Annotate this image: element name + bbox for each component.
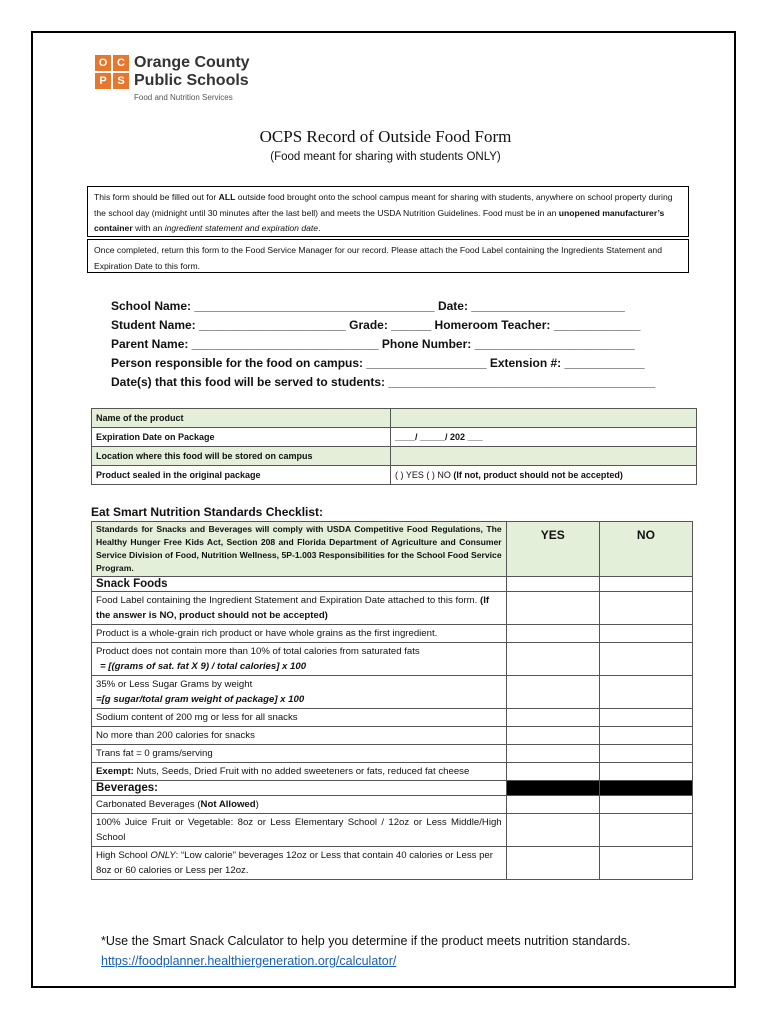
checklist-item (92, 676, 507, 709)
item-italic: ONLY (150, 850, 176, 861)
instr-italic: ingredient statement and expiration date (164, 223, 319, 233)
table-row (92, 676, 693, 709)
table-row (92, 447, 697, 466)
logo-letter: P (95, 73, 111, 89)
serve-dates-field[interactable]: Date(s) that this food will be served to students: ________________________________________ (111, 375, 656, 389)
table-row (92, 592, 693, 625)
no-cell[interactable] (599, 676, 692, 709)
no-cell[interactable] (599, 745, 692, 763)
parent-name-phone-field[interactable]: Parent Name: ____________________________ Phone Number: ________________________ (111, 337, 635, 351)
calculator-link[interactable]: https://foodplanner.healthiergeneration.org/calculator/ (101, 954, 397, 968)
table-row (92, 796, 693, 814)
item-formula: =[g sugar/total gram weight of package] x 100 (96, 694, 305, 705)
no-cell[interactable] (599, 796, 692, 814)
instr-text: outside food brought onto the school campus meant for sharing with students, anywhere on school property during the school day (midnight until 30 minutes after the last bell) and meets the USDA Nutrition Guidelines. Food must be in an (94, 192, 673, 218)
sealed-value[interactable] (391, 466, 697, 485)
yes-cell[interactable] (506, 796, 599, 814)
yes-cell[interactable] (506, 763, 599, 781)
snack-foods-heading: Snack Foods (92, 577, 507, 592)
yes-column-header: YES (506, 522, 599, 577)
instr-bold: unopened manufacturer’s container (94, 207, 665, 233)
yes-cell[interactable] (506, 847, 599, 880)
contact-fields (111, 297, 655, 392)
item-text: ) (255, 799, 259, 810)
item-bold: Exempt: (96, 766, 134, 777)
no-column-header: NO (599, 522, 692, 577)
beverages-heading: Beverages: (92, 781, 507, 796)
no-cell[interactable] (599, 592, 692, 625)
table-row (92, 763, 693, 781)
form-page (31, 31, 736, 988)
checklist-header: Standards for Snacks and Beverages will comply with USDA Competitive Food Regulations, The Healthy Hunger Free Kids Act, Section 208 and Florida Department of Agriculture and Consumer Service Division of Food, Nutrition Wellness, 5P-1.003 Responsibilities for the School Food Service Program. (92, 522, 507, 577)
yes-cell[interactable] (506, 814, 599, 847)
item-text: Food Label containing the Ingredient Statement and Expiration Date attached to this form. (96, 595, 480, 606)
checklist-item (92, 847, 507, 880)
form-subtitle: (Food meant for sharing with students ONLY) (270, 151, 501, 163)
yes-cell[interactable] (506, 577, 599, 592)
yes-cell[interactable] (506, 727, 599, 745)
checklist-item: Product is a whole-grain rich product or have whole grains as the first ingredient. (92, 625, 507, 643)
no-cell[interactable] (599, 847, 692, 880)
product-name-value[interactable] (391, 409, 697, 428)
instructions-box (87, 186, 689, 237)
yes-cell[interactable] (506, 625, 599, 643)
sealed-options[interactable]: ( ) YES ( ) NO (395, 470, 451, 480)
checklist-item: Sodium content of 200 mg or less for all snacks (92, 709, 507, 727)
return-instructions-box: Once completed, return this form to the Food Service Manager for our record. Please attach the Food Label containing the Ingredients Statement and Expiration Date to this form. (87, 239, 689, 273)
yes-cell[interactable] (506, 709, 599, 727)
item-bold: (If the answer is NO, product should not be accepted) (96, 595, 490, 621)
item-text: : “Low calorie” beverages 12oz or Less that contain 40 calories or Less per 8oz or 60 calories or Less per 12oz. (96, 850, 493, 876)
instr-bold: ALL (218, 192, 236, 202)
item-text: 35% or Less Sugar Grams by weight (96, 679, 253, 690)
item-text: Nuts, Seeds, Dried Fruit with no added sweeteners or fats, reduced fat cheese (133, 766, 470, 777)
no-cell[interactable] (599, 814, 692, 847)
form-title: OCPS Record of Outside Food Form (259, 127, 512, 146)
item-text: Product does not contain more than 10% of total calories from saturated fats (96, 646, 420, 657)
table-row (92, 781, 693, 796)
checklist-item (92, 592, 507, 625)
logo-name-line2: Public Schools (134, 72, 249, 89)
checklist-item: 100% Juice Fruit or Vegetable: 8oz or Less Elementary School / 12oz or Less Middle/High School (92, 814, 507, 847)
ocps-logo (95, 55, 295, 105)
table-row (92, 625, 693, 643)
ocps-logo-icon (95, 55, 129, 89)
logo-subtitle: Food and Nutrition Services (134, 93, 233, 102)
checklist-item (92, 763, 507, 781)
table-row (92, 727, 693, 745)
responsible-person-field[interactable]: Person responsible for the food on campus: __________________ Extension #: ____________ (111, 356, 645, 370)
table-row (92, 428, 697, 447)
logo-letter: S (113, 73, 129, 89)
item-text: Carbonated Beverages ( (96, 799, 201, 810)
logo-name-line1: Orange County (134, 54, 250, 71)
table-row (92, 577, 693, 592)
no-cell[interactable] (599, 625, 692, 643)
yes-cell[interactable] (506, 745, 599, 763)
sealed-note: (If not, product should not be accepted) (450, 470, 623, 480)
instr-text: This form should be filled out for (94, 192, 219, 202)
checklist-item (92, 643, 507, 676)
product-name-label: Name of the product (92, 409, 391, 428)
checklist-item: Trans fat = 0 grams/serving (92, 745, 507, 763)
sealed-label: Product sealed in the original package (92, 466, 391, 485)
item-bold: Not Allowed (200, 799, 256, 810)
expiration-label: Expiration Date on Package (92, 428, 391, 447)
table-row (92, 643, 693, 676)
table-row (92, 847, 693, 880)
logo-letter: C (113, 55, 129, 71)
school-name-date-field[interactable]: School Name: ____________________________________ Date: _______________________ (111, 299, 625, 313)
location-value[interactable] (391, 447, 697, 466)
no-cell[interactable] (599, 577, 692, 592)
blacked-out-cell (599, 781, 692, 796)
footer-note (101, 931, 681, 971)
checklist-item (92, 796, 507, 814)
no-cell[interactable] (599, 763, 692, 781)
yes-cell[interactable] (506, 592, 599, 625)
item-text: High School (96, 850, 151, 861)
no-cell[interactable] (599, 709, 692, 727)
table-row (92, 522, 693, 577)
blacked-out-cell (506, 781, 599, 796)
product-table (91, 408, 697, 485)
nutrition-checklist (91, 521, 693, 880)
table-row (92, 466, 697, 485)
location-label: Location where this food will be stored on campus (92, 447, 391, 466)
table-row (92, 745, 693, 763)
instr-text: with an (132, 223, 165, 233)
expiration-value[interactable]: ____/ _____/ 202 ___ (391, 428, 697, 447)
footer-text: *Use the Smart Snack Calculator to help you determine if the product meets nutrition standards. (101, 934, 631, 948)
table-row (92, 409, 697, 428)
no-cell[interactable] (599, 643, 692, 676)
yes-cell[interactable] (506, 676, 599, 709)
checklist-item: No more than 200 calories for snacks (92, 727, 507, 745)
no-cell[interactable] (599, 727, 692, 745)
table-row (92, 814, 693, 847)
instr-text: . (318, 223, 321, 233)
logo-letter: O (95, 55, 111, 71)
student-name-grade-field[interactable]: Student Name: ______________________ Grade: ______ Homeroom Teacher: _____________ (111, 318, 641, 332)
table-row (92, 709, 693, 727)
checklist-title: Eat Smart Nutrition Standards Checklist: (91, 505, 324, 519)
item-formula: = [(grams of sat. fat X 9) / total calories] x 100 (100, 661, 307, 672)
yes-cell[interactable] (506, 643, 599, 676)
